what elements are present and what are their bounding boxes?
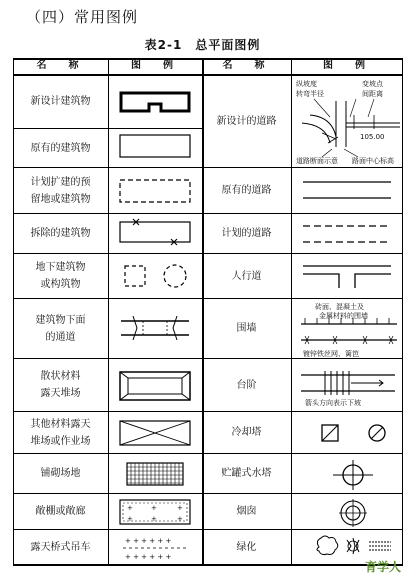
demolished-building-icon [119, 218, 191, 246]
row-name-planned-road: 计划的道路 [221, 228, 272, 239]
road-elevation-value: 105.00 [360, 133, 385, 141]
row-name-chimney: 烟囱 [236, 506, 257, 517]
row-name-fence-wall: 围墙 [236, 323, 257, 334]
svg-text:+ + + + + +: + + + + + + [125, 537, 172, 545]
column-divider [108, 58, 109, 566]
greenery-icon [313, 534, 397, 560]
table-title: 表2-1 总平面图例 [144, 38, 261, 52]
row-name-paved-area: 铺砌场地 [40, 468, 81, 479]
sidewalk-icon [301, 264, 393, 290]
row-name-planned-expansion: 计划扩建的预 留地或建筑物 [30, 176, 91, 205]
existing-road-icon [301, 180, 393, 200]
row-name-underground-structure: 地下建筑物 或构筑物 [35, 262, 86, 290]
row-name-tank-water-tower: 贮罐式水塔 [221, 468, 272, 479]
road-grade-change-label: 变坡点 [362, 80, 383, 88]
row-name-overhead-crane: 露天桥式吊车 [30, 541, 91, 553]
planned-road-icon [301, 224, 393, 244]
row-name-new-road: 新设计的道路 [216, 115, 277, 127]
svg-text:+: + [151, 515, 157, 523]
row-name-existing-building: 原有的建筑物 [30, 142, 91, 154]
overhead-crane-icon [119, 535, 191, 561]
paved-area-icon [126, 462, 184, 486]
watermark: 育学人 [364, 560, 401, 574]
fence-label-2: 金属材料的围墙 [319, 312, 368, 320]
passage-under-building-icon [119, 313, 191, 343]
header-legend-right: 图 例 [323, 60, 371, 71]
row-name-passage-under-building: 建筑物下面 的通道 [35, 314, 86, 343]
row-name-open-shed: 敞棚或敞廊 [35, 506, 86, 517]
svg-text:+: + [177, 515, 183, 523]
column-divider [402, 58, 403, 566]
svg-text:+: + [151, 504, 157, 512]
steps-note: 箭头方向表示下坡 [305, 399, 361, 407]
row-name-steps: 台阶 [236, 379, 257, 391]
svg-text:+: + [127, 504, 133, 512]
road-interval-label: 间距离 [362, 90, 383, 98]
cooling-tower-icon [319, 422, 395, 444]
chimney-icon [335, 498, 371, 528]
section-title: （四）常用图例 [26, 8, 139, 26]
row-name-bulk-material-yard: 散状材料 露天堆场 [40, 371, 81, 399]
fence-wall-icon [293, 300, 401, 358]
new-building-icon [119, 91, 191, 113]
planned-expansion-icon [119, 179, 191, 203]
tank-water-tower-icon [331, 458, 375, 492]
road-slope-label: 纵坡度 [296, 80, 317, 88]
other-material-yard-icon [119, 420, 191, 446]
legend-table [13, 58, 403, 566]
svg-text:+ + + + + +: + + + + + + [125, 553, 172, 561]
open-shed-icon [119, 499, 191, 525]
existing-building-icon [119, 134, 191, 158]
row-name-new-building: 新设计建筑物 [30, 96, 91, 107]
fence-label-3: 镀锌铁丝网、篱笆 [303, 350, 359, 358]
road-turn-radius-label: 转弯半径 [296, 90, 324, 98]
road-centerline-note: 路面中心标高 [352, 157, 394, 165]
svg-text:+: + [127, 515, 133, 523]
header-name-right: 名 称 [222, 60, 271, 71]
steps-icon [295, 363, 401, 407]
svg-text:+: + [177, 504, 183, 512]
fence-label-1: 砖面、混凝土及 [315, 303, 364, 311]
bulk-material-yard-icon [119, 371, 191, 401]
row-name-demolished-building: 拆除的建筑物 [30, 228, 91, 239]
row-name-cooling-tower: 冷却塔 [231, 427, 262, 438]
row-name-existing-road: 原有的道路 [221, 185, 272, 196]
header-legend-left: 图 例 [131, 60, 179, 71]
new-road-icon [292, 77, 402, 165]
road-section-note: 道路断面示意 [296, 157, 338, 165]
row-name-sidewalk: 人行道 [231, 270, 262, 282]
underground-structure-icon [123, 263, 193, 289]
header-name-left: 名 称 [36, 60, 85, 71]
row-name-greenery: 绿化 [236, 541, 257, 553]
row-name-other-material-yard: 其他材料露天 堆场或作业场 [30, 418, 91, 447]
